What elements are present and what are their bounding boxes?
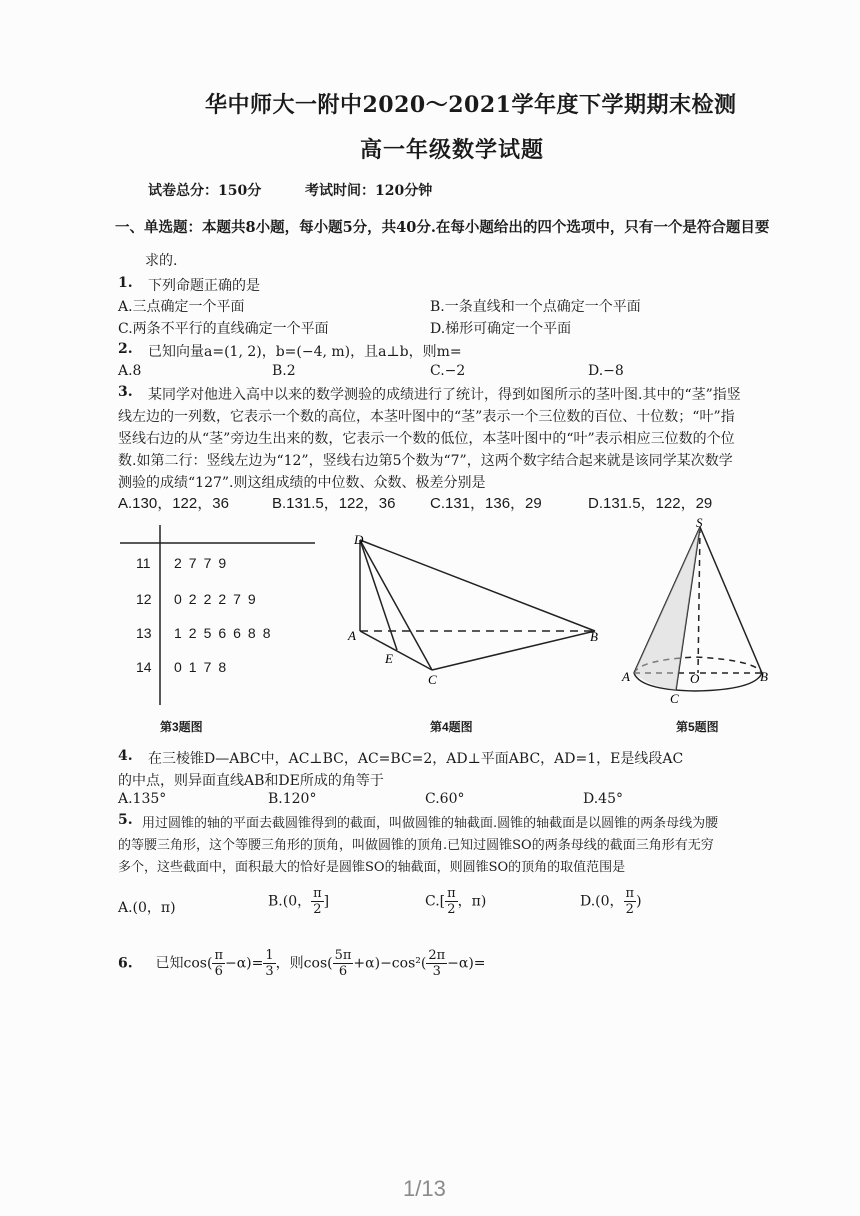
label-s: S bbox=[696, 515, 703, 530]
q5-option-a: A.(0，π) bbox=[118, 900, 176, 916]
q5-b-suffix: ] bbox=[323, 893, 330, 910]
q2-stem: 已知向量a=(1, 2)，b=(−4, m)，且a⊥b，则m= bbox=[148, 344, 462, 360]
q5-number: 5. bbox=[118, 812, 133, 828]
q5-b-fraction bbox=[311, 886, 324, 917]
q6-frac2 bbox=[263, 948, 275, 979]
label-d: D bbox=[354, 532, 364, 547]
q5-d-suffix: ) bbox=[636, 893, 642, 910]
label-c: C bbox=[670, 691, 679, 705]
q1-option-a: A.三点确定一个平面 bbox=[118, 299, 245, 315]
q3-line5: 测验的成绩“127”.则这组成绩的中位数、众数、极差分别是 bbox=[118, 475, 486, 491]
stem-13: 13 bbox=[136, 625, 152, 641]
q6-mid1: −α)= bbox=[225, 955, 264, 972]
q6-frac4 bbox=[426, 948, 447, 979]
q6-f3-num: 5π bbox=[334, 948, 352, 963]
q1-option-c: C.两条不平行的直线确定一个平面 bbox=[118, 321, 329, 337]
q5-line2: 的等腰三角形，这个等腰三角形的顶角，叫做圆锥的顶角.已知过圆锥SO的两条母线的截面三角形有无穷 bbox=[118, 838, 714, 853]
q3-option-d: D.131.5，122，29 bbox=[588, 495, 713, 512]
section-heading-cont: 求的. bbox=[145, 253, 178, 269]
q5-option-b bbox=[268, 886, 329, 917]
q3-line2: 线左边的一列数，它表示一个数的高位，本茎叶图中的“茎”表示一个三位数的百位、十位数；“叶”指 bbox=[118, 409, 735, 425]
q6-f1-den: 6 bbox=[214, 964, 223, 979]
label-a: A bbox=[622, 669, 630, 684]
q5-d-num: π bbox=[625, 886, 635, 901]
q3-line1: 某同学对他进入高中以来的数学测验的成绩进行了统计，得到如图所示的茎叶图.其中的“茎”指竖 bbox=[148, 387, 741, 403]
q6-mid2: ，则cos( bbox=[275, 955, 333, 972]
fig4-caption: 第4题图 bbox=[430, 720, 473, 734]
q2-option-d: D.−8 bbox=[588, 363, 624, 379]
q3-line3: 竖线右边的从“茎”旁边生出来的数，它表示一个数的低位，本茎叶图中的“叶”表示相应三位数的个位 bbox=[118, 431, 735, 447]
stem-14: 14 bbox=[136, 659, 152, 675]
q5-option-c bbox=[425, 886, 486, 917]
label-o: O bbox=[690, 671, 700, 686]
q3-line4: 数.如第二行：竖线左边为“12”，竖线右边第5个数为“7”，这两个数字结合起来就是该同学某次数学 bbox=[118, 453, 733, 469]
q2-option-c: C.−2 bbox=[430, 363, 466, 379]
leaves-13: 1256688 bbox=[174, 625, 278, 641]
exam-subtitle: 高一年级数学试题 bbox=[360, 137, 545, 163]
leaves-14: 0178 bbox=[174, 659, 234, 675]
q5-line3: 多个，这些截面中，面积最大的恰好是圆锥SO的轴截面，则圆锥SO的顶角的取值范围是 bbox=[118, 860, 626, 875]
label-b: B bbox=[760, 669, 768, 684]
q5-d-fraction bbox=[624, 886, 637, 917]
q5-b-den: 2 bbox=[313, 902, 322, 917]
q2-option-a: A.8 bbox=[118, 363, 142, 379]
q6-pre: 已知cos( bbox=[155, 955, 213, 972]
label-c: C bbox=[428, 672, 437, 687]
q5-line1: 用过圆锥的轴的平面去截圆锥得到的截面，叫做圆锥的轴截面.圆锥的轴截面是以圆锥的两条母线为腰 bbox=[142, 816, 719, 831]
q6-f1-num: π bbox=[214, 948, 223, 963]
q5-c-num: π bbox=[447, 886, 456, 901]
q1-number: 1. bbox=[118, 275, 133, 291]
q1-option-d: D.梯形可确定一个平面 bbox=[430, 321, 572, 337]
label-b: B bbox=[590, 629, 598, 644]
stem-11: 11 bbox=[136, 555, 151, 571]
q5-d-prefix: D.(0， bbox=[580, 893, 624, 910]
q6-frac1 bbox=[212, 948, 225, 979]
exam-time: 考试时间：120分钟 bbox=[305, 183, 433, 199]
q5-b-num: π bbox=[313, 886, 322, 901]
q4-option-d: D.45° bbox=[583, 791, 623, 807]
page-indicator: 1/13 bbox=[403, 1176, 446, 1201]
q6-number: 6. bbox=[118, 955, 133, 972]
q3-number: 3. bbox=[118, 384, 133, 400]
q5-option-d bbox=[580, 886, 642, 917]
q6-post: −α)= bbox=[447, 955, 486, 972]
q4-line2: 的中点，则异面直线AB和DE所成的角等于 bbox=[118, 773, 384, 789]
q6-mid3: +α)−cos²( bbox=[353, 955, 427, 972]
exam-title: 华中师大一附中2020～2021学年度下学期期末检测 bbox=[205, 92, 737, 118]
fig5-caption: 第5题图 bbox=[676, 720, 719, 734]
q5-c-suffix: ，π) bbox=[457, 893, 487, 910]
q5-c-prefix: C.[ bbox=[425, 893, 446, 910]
q3-option-a: A.130，122，36 bbox=[118, 495, 229, 512]
fig3-caption: 第3题图 bbox=[160, 720, 203, 734]
stem-12: 12 bbox=[136, 591, 152, 607]
q4-option-c: C.60° bbox=[425, 791, 465, 807]
leaves-11: 2779 bbox=[174, 555, 234, 571]
q6-frac3 bbox=[333, 948, 354, 979]
total-score: 试卷总分：150分 bbox=[148, 183, 262, 199]
q6-line bbox=[118, 948, 486, 979]
q6-f2-num: 1 bbox=[265, 948, 274, 963]
stem-leaf-plot bbox=[120, 525, 320, 725]
q2-number: 2. bbox=[118, 341, 133, 357]
label-e: E bbox=[385, 651, 393, 666]
q4-option-b: B.120° bbox=[268, 791, 317, 807]
leaves-12: 022279 bbox=[174, 591, 263, 607]
label-a: A bbox=[348, 628, 356, 643]
q6-f4-den: 3 bbox=[432, 964, 441, 979]
q6-f3-den: 6 bbox=[338, 964, 348, 979]
q4-number: 4. bbox=[118, 748, 133, 764]
section-heading: 一、单选题：本题共8小题，每小题5分，共40分.在每小题给出的四个选项中，只有一个是符合题目要 bbox=[115, 219, 770, 236]
q1-stem: 下列命题正确的是 bbox=[148, 278, 260, 294]
cone-figure bbox=[620, 515, 770, 705]
q5-b-prefix: B.(0， bbox=[268, 893, 312, 910]
q5-c-den: 2 bbox=[447, 902, 456, 917]
q5-d-den: 2 bbox=[625, 902, 634, 917]
q3-option-c: C.131，136，29 bbox=[430, 495, 542, 512]
q1-option-b: B.一条直线和一个点确定一个平面 bbox=[430, 299, 641, 315]
q6-f4-num: 2π bbox=[428, 948, 446, 963]
q4-line1: 在三棱锥D—ABC中，AC⊥BC，AC=BC=2，AD⊥平面ABC，AD=1，E是线段AC bbox=[148, 751, 684, 767]
q2-option-b: B.2 bbox=[272, 363, 296, 379]
q3-option-b: B.131.5，122，36 bbox=[272, 495, 396, 512]
q4-option-a: A.135° bbox=[118, 791, 167, 807]
pyramid-figure bbox=[340, 528, 610, 688]
q6-f2-den: 3 bbox=[265, 964, 274, 979]
q5-c-fraction bbox=[445, 886, 458, 917]
